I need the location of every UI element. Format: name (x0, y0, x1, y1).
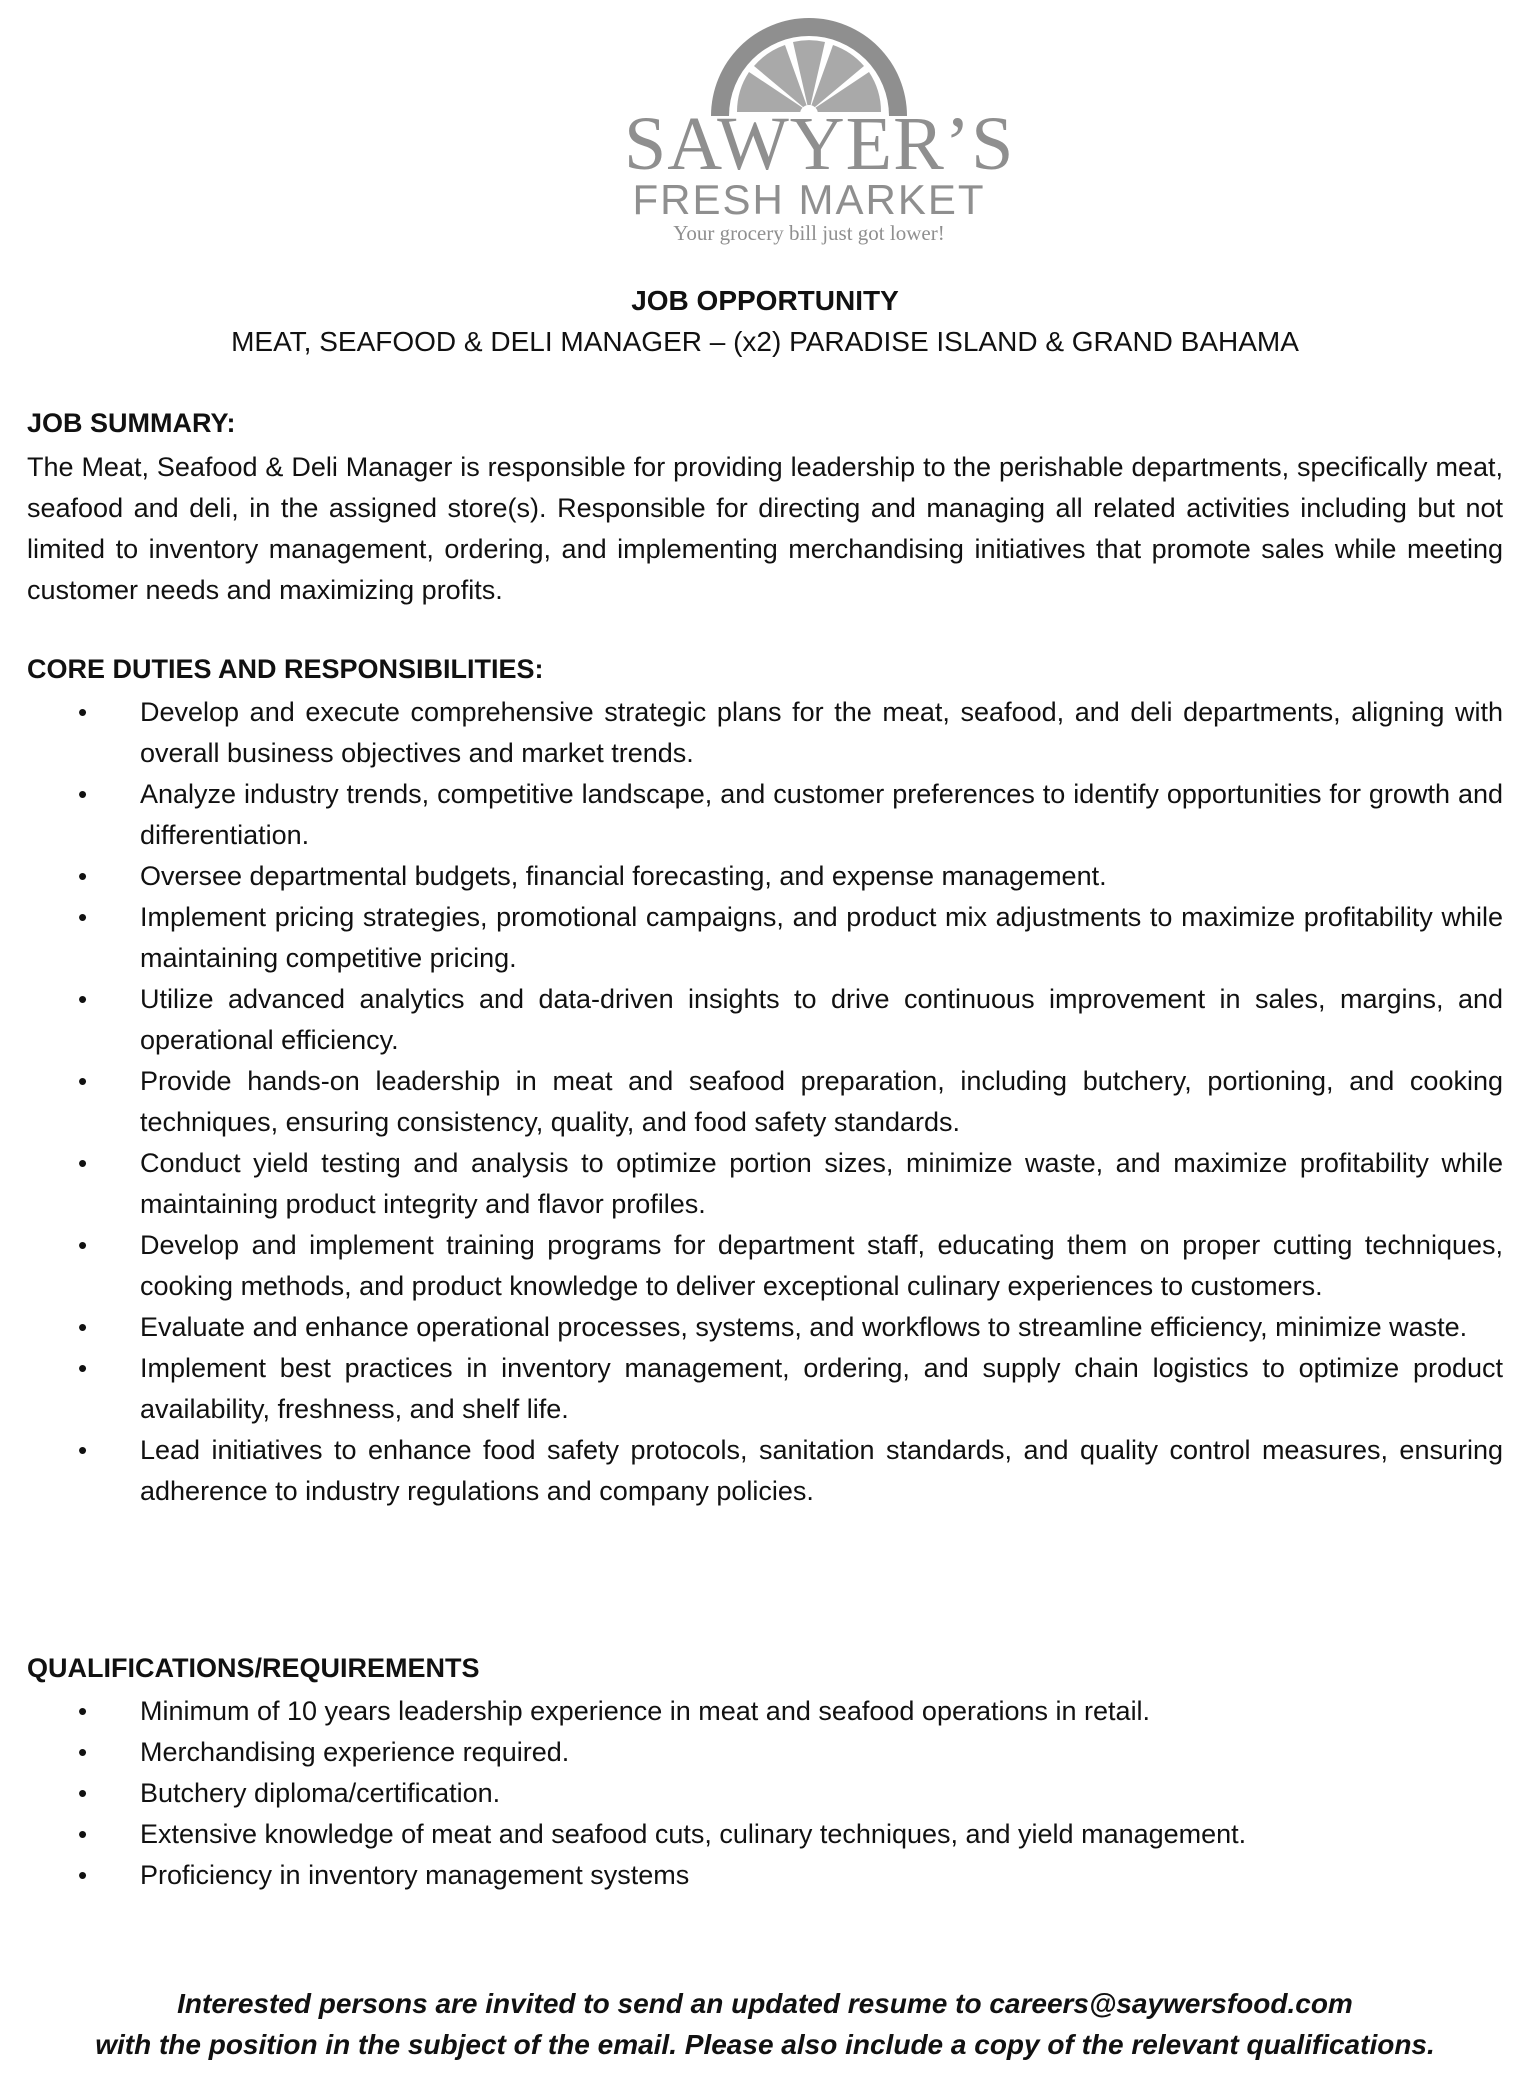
duty-item: • Develop and execute comprehensive strategic plans for the meat, seafood, and deli departments, aligning with overall business objectives and market trends. (27, 692, 1503, 774)
duty-item: • Develop and implement training programs for department staff, educating them on proper cutting techniques, cooking methods, and product knowledge to deliver exceptional culinary experiences to customers. (27, 1225, 1503, 1307)
application-instructions (27, 1983, 1503, 2065)
job-posting-page (27, 0, 1503, 2100)
logo-wordmark: SAWYER’S (624, 102, 1015, 186)
qualification-item: • Extensive knowledge of meat and seafood cuts, culinary techniques, and yield management. (27, 1814, 1503, 1855)
job-title: MEAT, SEAFOOD & DELI MANAGER – (x2) PARADISE ISLAND & GRAND BAHAMA (231, 326, 1299, 357)
duty-item: • Utilize advanced analytics and data-driven insights to drive continuous improvement in sales, margins, and operational efficiency. (27, 979, 1503, 1061)
duty-item: • Lead initiatives to enhance food safety protocols, sanitation standards, and quality control measures, ensuring adherence to industry regulations and company policies. (27, 1430, 1503, 1512)
qualifications-list (27, 1691, 1503, 1896)
duty-item: • Implement pricing strategies, promotional campaigns, and product mix adjustments to maximize profitability while maintaining competitive pricing. (27, 897, 1503, 979)
qualification-item: • Proficiency in inventory management systems (27, 1855, 1503, 1896)
qualification-item: • Minimum of 10 years leadership experience in meat and seafood operations in retail. (27, 1691, 1503, 1732)
job-summary-text: The Meat, Seafood & Deli Manager is responsible for providing leadership to the perishable departments, specifically meat, seafood and deli, in the assigned store(s). Responsible for directing and managing all related activities including but not limited to inventory management, ordering, and implementing merchandising initiatives that promote sales while meeting customer needs and maximizing profits. (27, 452, 1503, 605)
qualifications-heading: QUALIFICATIONS/REQUIREMENTS (27, 1653, 480, 1683)
application-instructions-line: Interested persons are invited to send an updated resume to careers@saywersfood.com (177, 1988, 1353, 2019)
core-duties-heading: CORE DUTIES AND RESPONSIBILITIES: (27, 654, 544, 684)
qualification-item: • Butchery diploma/certification. (27, 1773, 1503, 1814)
application-instructions-line: with the position in the subject of the email. Please also include a copy of the relevant qualifications. (95, 2029, 1435, 2060)
duty-item: • Implement best practices in inventory management, ordering, and supply chain logistics to optimize product availability, freshness, and shelf life. (27, 1348, 1503, 1430)
core-duties-list (27, 692, 1503, 1512)
qualification-item: • Merchandising experience required. (27, 1732, 1503, 1773)
duty-item: • Analyze industry trends, competitive landscape, and customer preferences to identify opportunities for growth and differentiation. (27, 774, 1503, 856)
job-summary-heading: JOB SUMMARY: (27, 408, 236, 438)
company-logo (624, 14, 1015, 245)
duty-item: • Oversee departmental budgets, financial forecasting, and expense management. (27, 856, 1503, 897)
duty-item: • Conduct yield testing and analysis to optimize portion sizes, minimize waste, and maximize profitability while maintaining product integrity and flavor profiles. (27, 1143, 1503, 1225)
duty-item: • Evaluate and enhance operational processes, systems, and workflows to streamline efficiency, minimize waste. (27, 1307, 1503, 1348)
logo-subtitle: FRESH MARKET (632, 176, 986, 223)
logo-tagline: Your grocery bill just got lower! (673, 221, 945, 245)
job-opportunity-label: JOB OPPORTUNITY (631, 285, 899, 316)
duty-item: • Provide hands-on leadership in meat and seafood preparation, including butchery, portioning, and cooking techniques, ensuring consistency, quality, and food safety standards. (27, 1061, 1503, 1143)
